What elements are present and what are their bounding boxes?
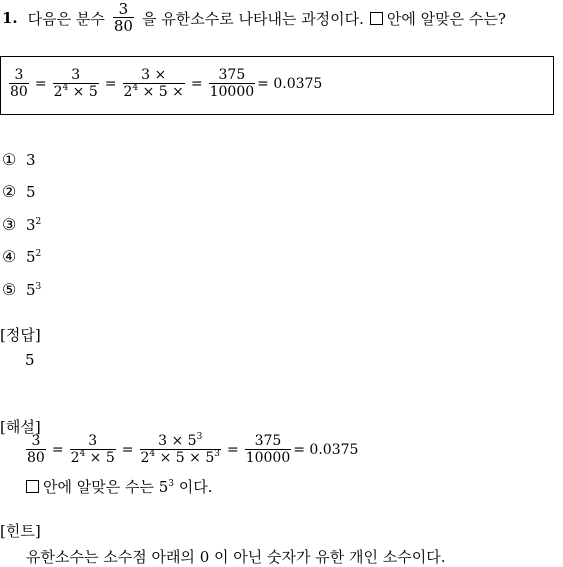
denominator: 10000 [209,84,255,100]
numerator: 3 [71,67,81,83]
numerator: 3 [31,433,41,449]
question-text-before: 다음은 분수 [27,9,105,28]
question-text-after: 을 유한소수로 나타내는 과정이다. [141,9,364,28]
answer-label: [정답] [0,326,41,344]
choice-value: 5 [26,182,36,201]
choice-1 [2,150,36,169]
solution-fraction-4 [245,434,292,466]
process-fraction-1 [9,68,29,100]
question-text-end: 안에 알맞은 수는? [386,9,506,28]
blank-box-icon [26,480,39,493]
choice-4 [2,247,41,266]
solution-fraction-1 [26,434,46,466]
denominator: $2^4 \times 5$ [70,449,115,466]
hint-label: [힌트] [0,522,41,540]
choice-marker: ④ [2,247,17,266]
denominator: $2^4 \times 5$ × [123,83,184,100]
numerator: 3 [88,433,98,449]
process-fraction-3 [123,68,185,100]
choice-value: $5^3$ [26,280,42,299]
denominator: $2^4 \times 5 \times 5^3$ [140,449,220,466]
solution-fraction-2 [70,434,116,466]
question-number: 1. [2,9,18,27]
choice-5 [2,280,41,299]
denominator: 80 [10,84,28,100]
choice-value: 3 [26,150,36,169]
choice-marker: ⑤ [2,280,17,299]
process-fraction-2 [53,68,99,100]
hint-text: 유한소수는 소수점 아래의 0 이 아닌 숫자가 유한 개인 소수이다. [26,548,446,566]
numerator: 3 × [141,67,167,83]
process-result: = 0.0375 [257,76,323,92]
answer-value: 5 [25,351,35,369]
numerator: 375 [254,433,282,449]
denominator: 80 [27,450,45,466]
question-line [2,2,506,34]
solution-label: [해설] [0,418,41,436]
fraction-numerator: 3 [118,0,129,18]
solution-fraction-3 [140,434,221,466]
denominator: $2^4 \times 5$ [53,83,98,100]
process-box [0,56,554,115]
solution-equation: $\frac{3}{80}$ = $\frac{3}{2^4 \times 5}$ = $\frac{3 \times 5^3}{2^4 \times 5 \times 5^3}$ = $\frac{375}{10000}$ = 0.0375 [27,432,359,466]
numerator: 3 [14,67,24,83]
process-equation: $\frac{3}{80}$ = $\frac{3}{2^4 \times 5}$ = $\frac{3 \times}{2^4 \times 5 \times}$ = $\frac{375}{10000}$ = 0.0375 [10,67,323,100]
choice-marker: ② [2,182,17,201]
solution-line-2: 안에 알맞은 수는 $5^3$ 이다. [26,476,213,497]
denominator: 10000 [245,450,291,466]
process-fraction-4 [209,68,256,100]
fraction-denominator: 80 [113,17,133,35]
numerator: $3 \times 5^3$ [158,432,203,449]
choice-2 [2,182,36,201]
solution-result: = 0.0375 [293,442,359,458]
choice-marker: ③ [2,215,17,234]
choice-value: $5^2$ [26,247,42,266]
choice-3 [2,215,41,234]
choice-marker: ① [2,150,17,169]
choice-value: $3^2$ [26,215,42,234]
question-fraction [113,2,134,34]
numerator: 375 [218,67,246,83]
blank-box-icon [370,12,383,25]
